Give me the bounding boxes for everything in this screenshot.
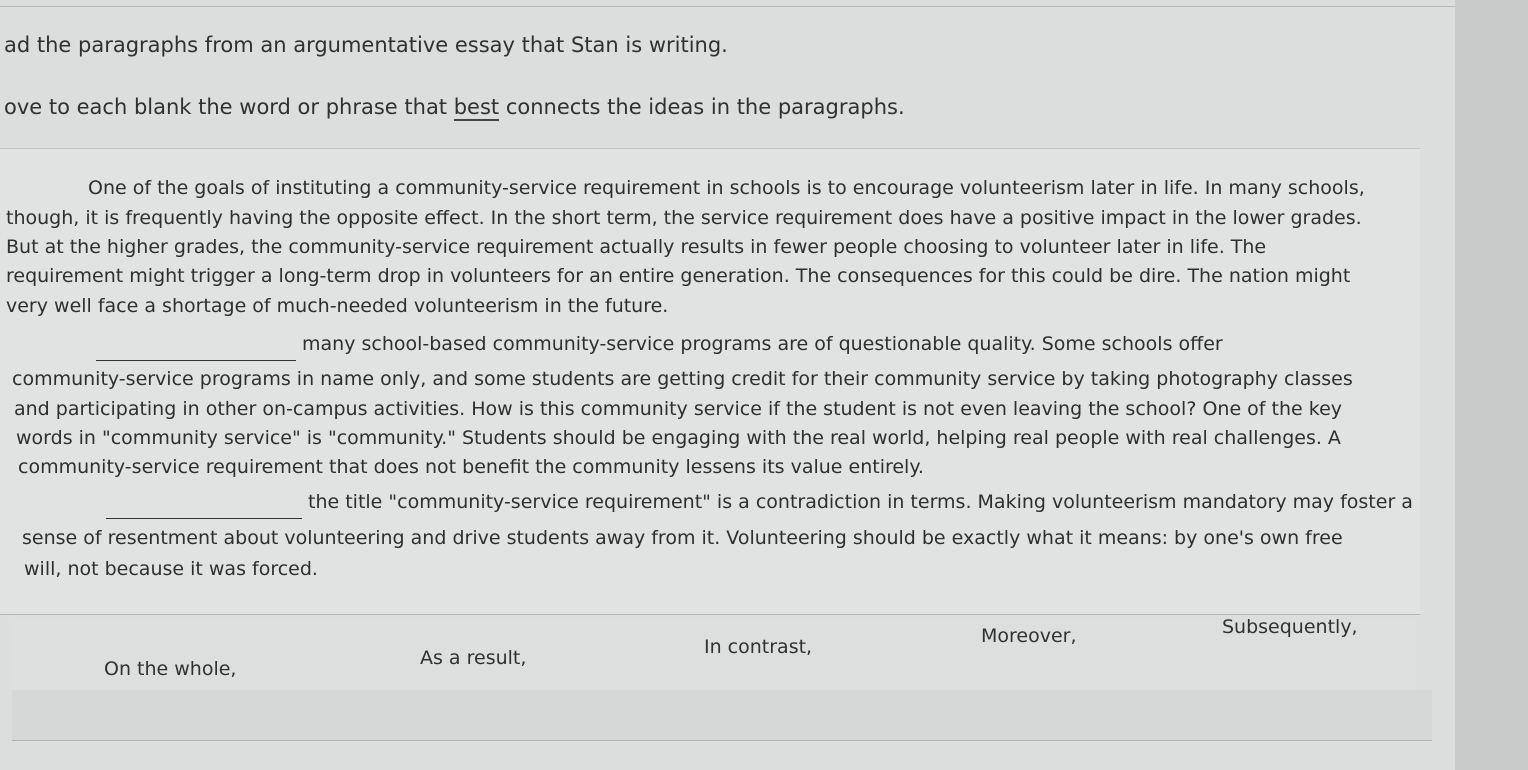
choice-as-a-result[interactable]: As a result, [420, 647, 527, 669]
instruction-move [4, 95, 905, 119]
instruction-read: ad the paragraphs from an argumentative essay that Stan is writing. [4, 33, 728, 57]
paragraph3-line: the title "community-service requirement" is a contradiction in terms. Making volunteerism mandatory may foster a [308, 491, 1413, 513]
choice-in-contrast[interactable]: In contrast, [704, 636, 813, 658]
paragraph3-line: will, not because it was forced. [24, 558, 318, 580]
answer-bank [12, 616, 1417, 691]
paragraph1-line: One of the goals of instituting a community-service requirement in schools is to encourage volunteerism later in life. In many schools, [88, 177, 1365, 199]
paragraph1-line: though, it is frequently having the opposite effect. In the short term, the service requirement does have a positive impact in the lower grades. [6, 207, 1362, 229]
paragraph3-line: sense of resentment about volunteering and drive students away from it. Volunteering should be exactly what it means: by one's own free [22, 527, 1343, 549]
lower-panel [12, 690, 1432, 741]
paragraph2-line: words in "community service" is "community." Students should be engaging with the real world, helping real people with real challenges. A [16, 427, 1341, 449]
answer-blank-1[interactable] [96, 360, 296, 362]
choice-on-the-whole[interactable]: On the whole, [104, 658, 237, 680]
background-edge [1448, 0, 1528, 770]
top-divider [0, 6, 1455, 7]
instruction-move-text-b: connects the ideas in the paragraphs. [499, 95, 905, 119]
instruction-move-text-a: ove to each blank the word or phrase that [4, 95, 454, 119]
instruction-emphasis-best: best [453, 95, 500, 119]
paragraph2-line: community-service programs in name only, and some students are getting credit for their community service by taking photography classes [12, 368, 1353, 390]
essay-passage [0, 148, 1420, 615]
paragraph2-line: community-service requirement that does not benefit the community lessens its value entirely. [18, 456, 924, 478]
choice-subsequently[interactable]: Subsequently, [1222, 616, 1358, 638]
paragraph2-line: and participating in other on-campus activities. How is this community service if the student is not even leaving the school? One of the key [14, 398, 1343, 420]
answer-blank-2[interactable] [106, 518, 302, 520]
paragraph1-line: requirement might trigger a long-term drop in volunteers for an entire generation. The consequences for this could be dire. The nation might [6, 265, 1351, 287]
choice-moreover[interactable]: Moreover, [981, 625, 1077, 647]
paragraph2-line: many school-based community-service programs are of questionable quality. Some schools offer [302, 333, 1223, 355]
paragraph1-line: very well face a shortage of much-needed volunteerism in the future. [6, 295, 669, 317]
paragraph1-line: But at the higher grades, the community-service requirement actually results in fewer people choosing to volunteer later in life. The [6, 236, 1267, 258]
